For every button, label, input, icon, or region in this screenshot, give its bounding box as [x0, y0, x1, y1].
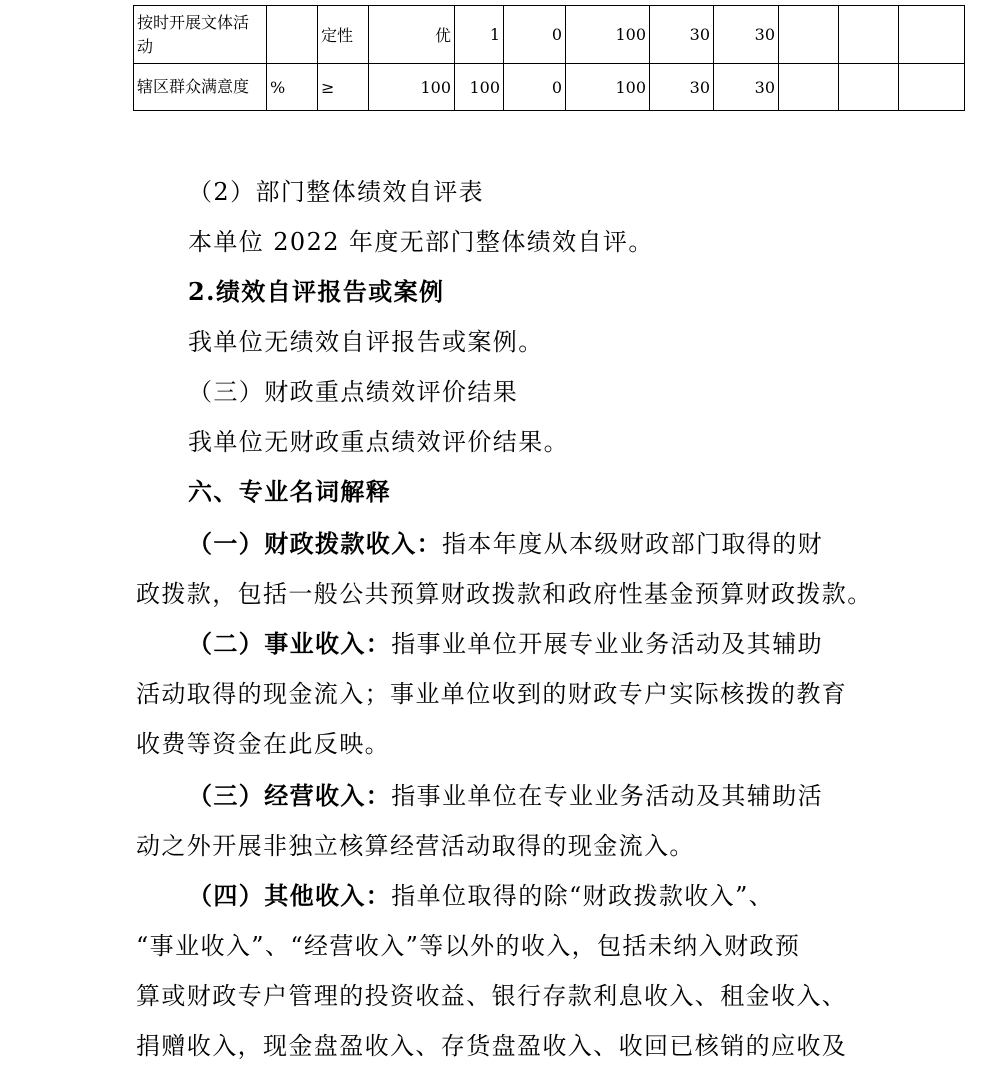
- table-cell-operator: 定性: [318, 6, 369, 64]
- table-cell-unit: %: [267, 64, 318, 111]
- term-label: （一）财政拨款收入：: [188, 529, 442, 558]
- term-definition: 指事业单位在专业业务活动及其辅助活: [391, 782, 824, 810]
- section-heading: （三）财政重点绩效评价结果: [188, 378, 519, 406]
- table-cell: 30: [650, 6, 714, 64]
- term-paragraph-line: [188, 519, 823, 569]
- table-cell-target: 100: [369, 64, 455, 111]
- term-label: （三）经营收入：: [188, 781, 392, 810]
- table-cell-actual: 1: [455, 6, 504, 64]
- paragraph-line: “事业收入”、“经营收入”等以外的收入，包括未纳入财政预: [136, 932, 801, 960]
- paragraph-line: 动之外开展非独立核算经营活动取得的现金流入。: [136, 832, 695, 860]
- section-heading: （2）部门整体绩效自评表: [188, 178, 485, 206]
- paragraph-line: 活动取得的现金流入；事业单位收到的财政专户实际核拨的教育: [136, 680, 848, 708]
- table-cell-indicator: 按时开展文体活动: [134, 6, 267, 64]
- term-definition: 指本年度从本级财政部门取得的财: [442, 530, 823, 558]
- term-label: （二）事业收入：: [188, 629, 392, 658]
- table-cell: 30: [714, 64, 779, 111]
- table-cell: 0: [504, 64, 566, 111]
- table-cell: 100: [566, 6, 650, 64]
- paragraph-line: 收费等资金在此反映。: [136, 730, 390, 758]
- term-definition: 指单位取得的除“财政拨款收入”、: [391, 882, 775, 910]
- paragraph: 我单位无财政重点绩效评价结果。: [188, 428, 569, 456]
- paragraph-line: 捐赠收入，现金盘盈收入、存货盘盈收入、收回已核销的应收及: [136, 1032, 848, 1060]
- term-label: （四）其他收入：: [188, 881, 392, 910]
- paragraph-line: 政拨款，包括一般公共预算财政拨款和政府性基金预算财政拨款。: [136, 580, 873, 608]
- paragraph-line: 算或财政专户管理的投资收益、银行存款利息收入、租金收入、: [136, 982, 848, 1010]
- table-cell: 0: [504, 6, 566, 64]
- term-definition: 指事业单位开展专业业务活动及其辅助: [391, 630, 824, 658]
- table-cell: 30: [650, 64, 714, 111]
- paragraph: 我单位无绩效自评报告或案例。: [188, 328, 544, 356]
- table-cell-target: 优: [369, 6, 455, 64]
- table-cell: [899, 64, 965, 111]
- table-cell: [899, 6, 965, 64]
- section-heading: 六、专业名词解释: [188, 477, 392, 506]
- table-cell: [839, 6, 899, 64]
- table-row: [134, 6, 965, 64]
- table-cell-actual: 100: [455, 64, 504, 111]
- table-cell-unit: [267, 6, 318, 64]
- term-paragraph-line: [188, 619, 823, 669]
- term-paragraph-line: [188, 871, 774, 921]
- table-cell: 30: [714, 6, 779, 64]
- table-cell-indicator: 辖区群众满意度: [134, 64, 267, 111]
- table-cell-operator: ≥: [318, 64, 369, 111]
- table-cell: 100: [566, 64, 650, 111]
- performance-table: [133, 5, 965, 111]
- section-heading: 2.绩效自评报告或案例: [188, 277, 445, 306]
- table-cell: [779, 6, 839, 64]
- paragraph: 本单位 2022 年度无部门整体绩效自评。: [188, 228, 654, 256]
- table-row: [134, 64, 965, 111]
- table-cell: [839, 64, 899, 111]
- term-paragraph-line: [188, 771, 823, 821]
- table-cell: [779, 64, 839, 111]
